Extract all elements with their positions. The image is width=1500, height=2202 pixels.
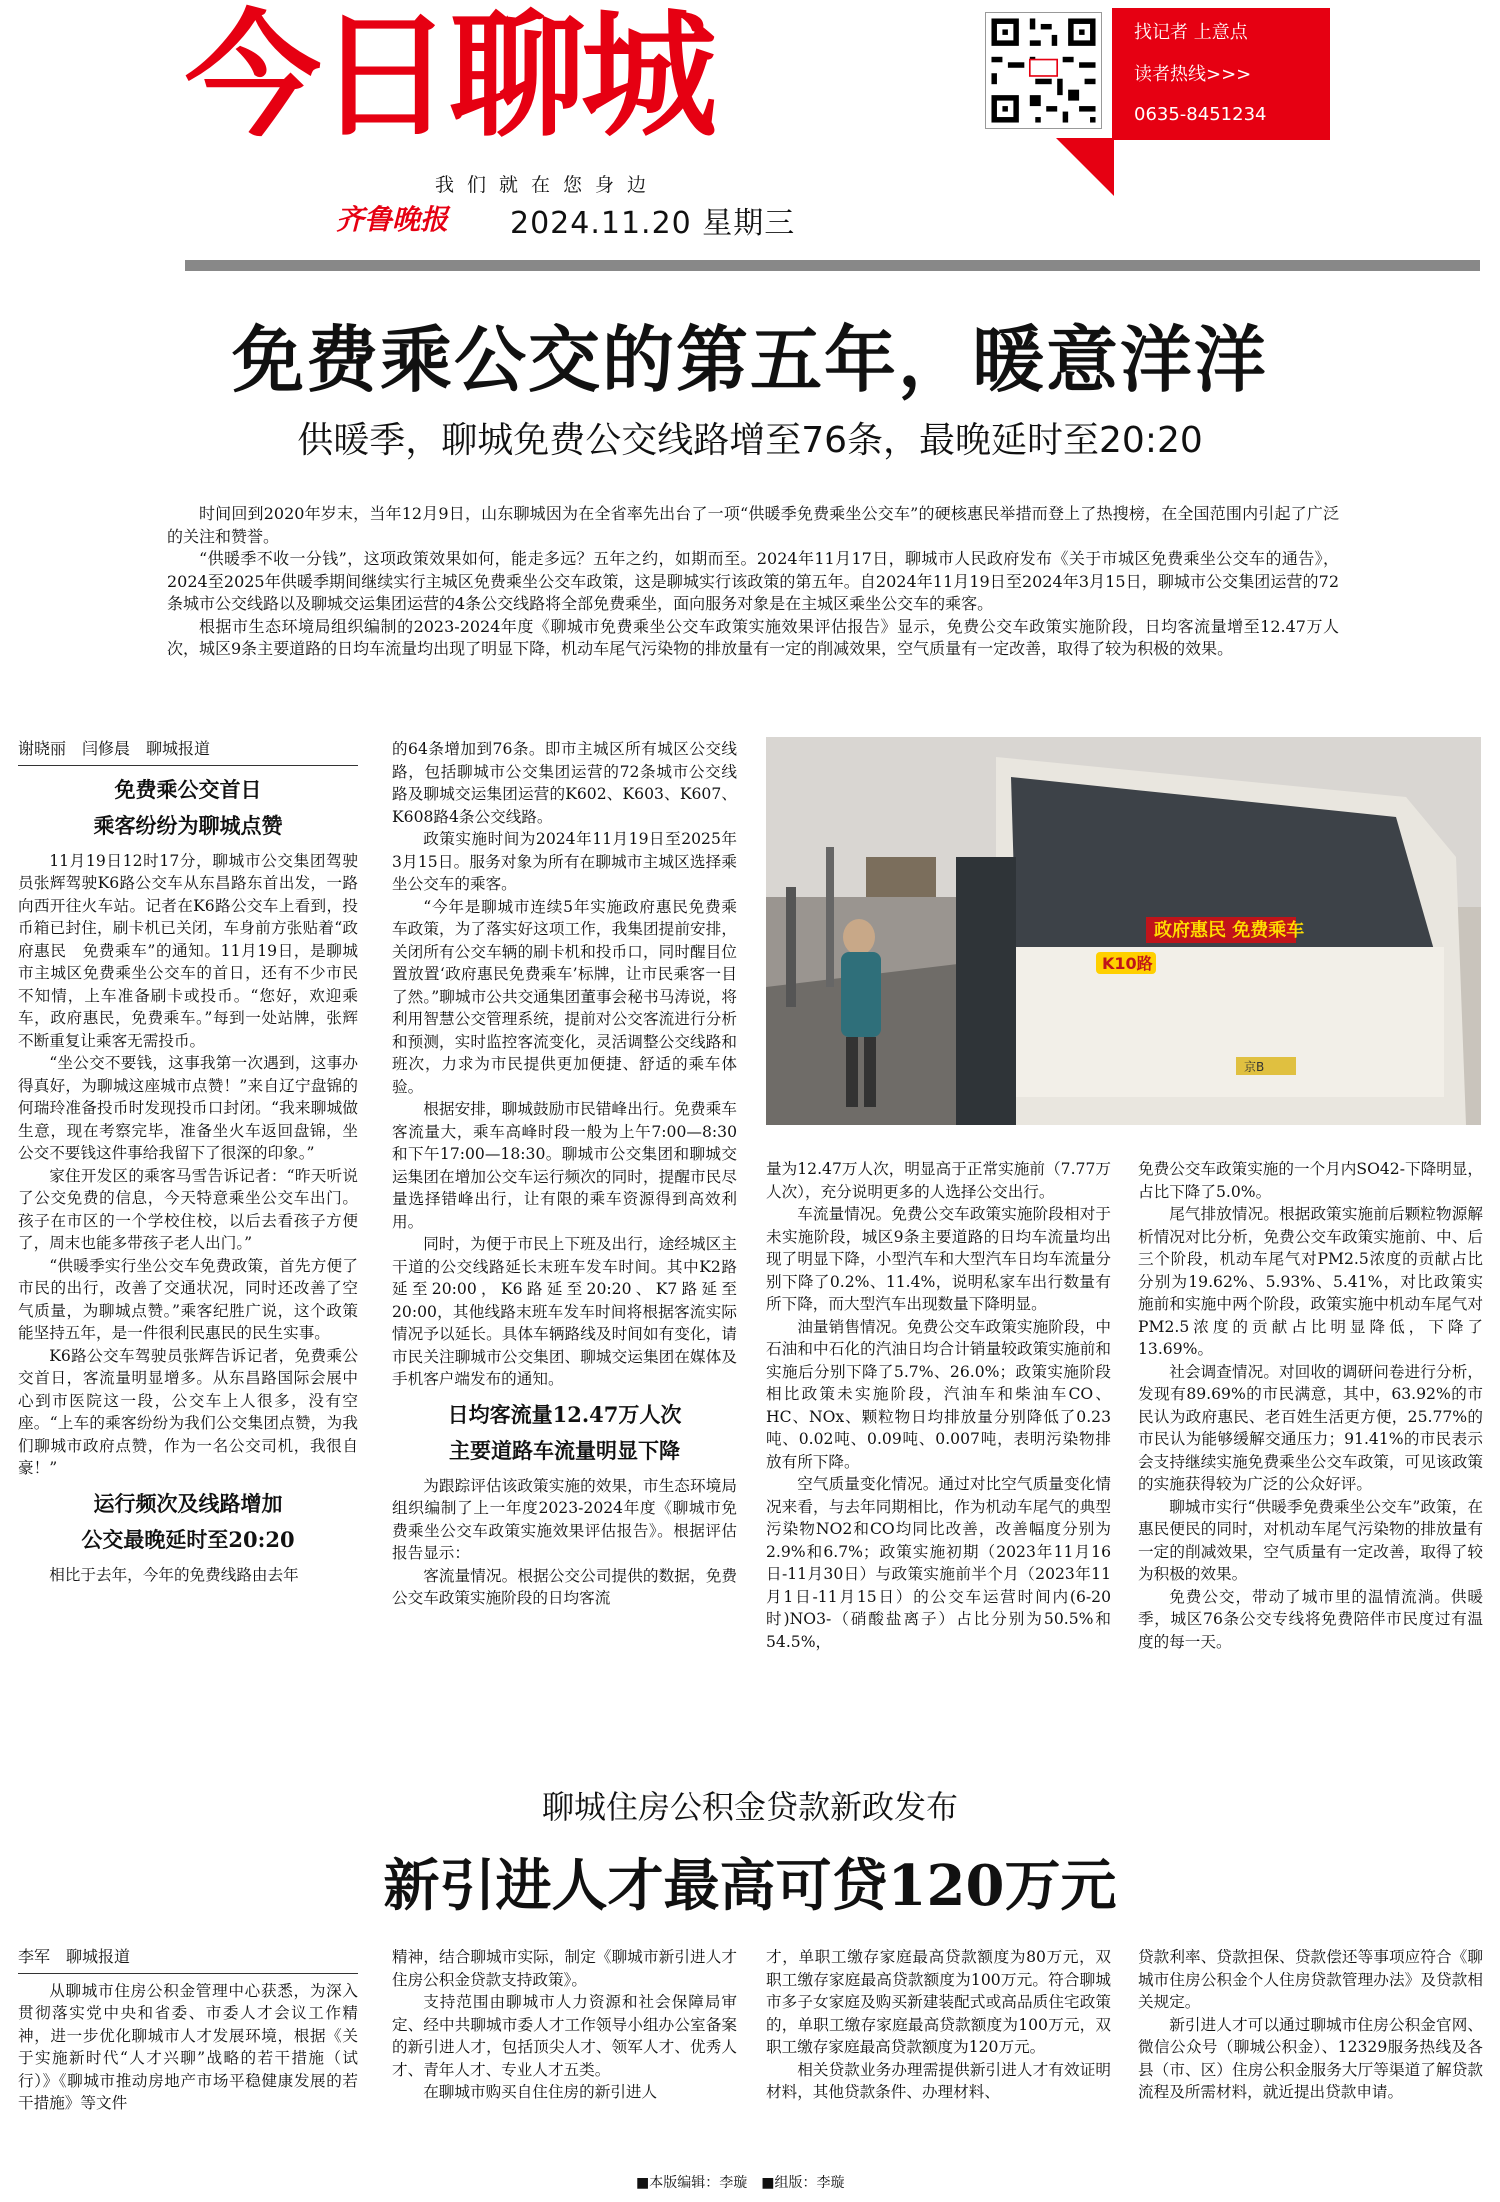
paper-logo: 齐鲁晚报 [336, 203, 449, 236]
body-paragraph: 量为12.47万人次，明显高于正常实施前（7.77万人次），充分说明更多的人选择公交出行。 [766, 1160, 1111, 1201]
article2-column-2 [392, 1946, 737, 2104]
body-paragraph: 根据安排，聊城鼓励市民错峰出行。免费乘车客流量大，乘车高峰时段一般为上午7:00—8:30和下午17:00—18:30。聊城市公交集团和聊城交运集团在增加公交车运行频次的同时，提醒市民尽量选择错峰出行，让有限的乘车资源得到高效利用。 [392, 1100, 737, 1231]
article2-column-1 [18, 1946, 358, 2115]
body-paragraph: 从聊城市住房公积金管理中心获悉，为深入贯彻落实党中央和省委、市委人才会议工作精神，进一步优化聊城市人才发展环境，根据《关于实施新时代“人才兴聊”战略的若干措施（试行）》《聊城市推动房地产市场平稳健康发展的若干措施》等文件 [18, 1981, 358, 2112]
issue-date: 2024.11.20 星期三 [510, 206, 796, 241]
body-paragraph: 空气质量变化情况。通过对比空气质量变化情况来看，与去年同期相比，作为机动车尾气的典型污染物NO2和CO均同比改善，改善幅度分别为2.9%和6.7%；政策实施初期（2023年11月16日-11月30日）与政策实施前半个月（2023年11月1日-11月15日）的公交车运营时间内(6-20时)NO3-（硝酸盐离子）占比分别为50.5%和54.5%， [766, 1475, 1111, 1651]
lead-paragraph: 根据市生态环境局组织编制的2023-2024年度《聊城市免费乘坐公交车政策实施效果评估报告》显示，免费公交车政策实施阶段，日均客流量增至12.47万人次，城区9条主要道路的日均车流量均出现了明显下降，机动车尾气污染物的排放量有一定的削减效果，空气质量有一定改善，取得了较为积极的效果。 [167, 616, 1339, 658]
body-paragraph: 为跟踪评估该政策实施的效果，市生态环境局组织编制了上一年度2023-2024年度《聊城市免费乘坐公交车政策实施效果评估报告》。根据评估报告显示： [392, 1476, 737, 1562]
editor-credits: ■本版编辑：李璇 ■组版：李璇 [636, 2175, 845, 2191]
section-subheading [18, 772, 358, 844]
body-paragraph: 精神，结合聊城市实际，制定《聊城市新引进人才住房公积金贷款支持政策》。 [392, 1948, 737, 1989]
masthead-title: 今日聊城 [185, 0, 713, 156]
body-paragraph: 政策实施时间为2024年11月19日至2025年3月15日。服务对象为所有在聊城市主城区选择乘坐公交车的乘客。 [392, 830, 737, 893]
body-paragraph: 新引进人才可以通过聊城市住房公积金官网、微信公众号（聊城公积金）、12329服务热线及各县（市、区）住房公积金服务大厅等渠道了解贷款流程及所需材料，就近提出贷款申请。 [1138, 2015, 1483, 2101]
article-column-3 [766, 1158, 1111, 1653]
subheading-line: 运行频次及线路增加 [93, 1490, 283, 1516]
reader-hotline-box [1112, 8, 1330, 140]
article2-column-4 [1138, 1946, 1483, 2104]
bus-photo [766, 737, 1481, 1125]
reporter-line: 找记者 上意点 [1134, 22, 1248, 43]
body-paragraph: 支持范围由聊城市人力资源和社会保障局审定、经中共聊城市委人才工作领导小组办公室备案的新引进人才，包括顶尖人才、领军人才、优秀人才、青年人才、专业人才五类。 [392, 1993, 737, 2079]
body-paragraph: 免费公交车政策实施的一个月内SO42-下降明显，占比下降了5.0%。 [1138, 1160, 1483, 1201]
body-paragraph: K6路公交车驾驶员张辉告诉记者，免费乘公交首日，客流量明显增多。从东昌路国际会展中心到市医院这一段，公交车上人很多，没有空座。“上车的乘客纷纷为我们公交集团点赞，为我们聊城市政府点赞，作为一名公交司机，我很自豪！” [18, 1346, 358, 1477]
body-paragraph: 11月19日12时17分，聊城市公交集团驾驶员张辉驾驶K6路公交车从东昌路东首出发，一路向西开往火车站。记者在K6路公交车上看到，投币箱已封住，刷卡机已关闭，车身前方张贴着“政府惠民 免费乘车”的通知。11月19日，是聊城市主城区免费乘坐公交车的首日，还有不少市民不知情，上车准备刷卡或投币。“您好，欢迎乘车，政府惠民，免费乘车。”每到一处站牌，张辉不断重复让乘客无需投币。 [18, 851, 358, 1050]
article-column-4 [1138, 1158, 1483, 1653]
section-subheading [18, 1486, 358, 1558]
section-subheading [392, 1397, 737, 1469]
body-paragraph: 贷款利率、贷款担保、贷款偿还等事项应符合《聊城市住房公积金个人住房贷款管理办法》及贷款相关规定。 [1138, 1948, 1483, 2011]
byline: 李军 聊城报道 [18, 1946, 358, 1974]
article-lead [167, 503, 1339, 661]
body-paragraph: 在聊城市购买自住住房的新引进人 [423, 2083, 658, 2101]
body-paragraph: 相关贷款业务办理需提供新引进人才有效证明材料，其他贷款条件、办理材料、 [766, 2060, 1111, 2101]
body-paragraph: 同时，为便于市民上下班及出行，途经城区主干道的公交线路延长末班车发车时间。其中K2路延至20:00，K6路延至20:20、K7路延至20:00，其他线路末班车发车时间将根据客流实际情况予以延长。具体车辆路线及时间如有变化，请市民关注聊城市公交集团、聊城交运集团在媒体及手机客户端发布的通知。 [392, 1235, 737, 1388]
body-paragraph: 油量销售情况。免费公交车政策实施阶段，中石油和中石化的汽油日均合计销量较政策实施前和实施后分别下降了5.7%、26.0%；政策实施阶段相比政策未实施阶段，汽油车和柴油车CO、HC、NOx、颗粒物日均排放量分别降低了0.23吨、0.02吨、0.09吨、0.007吨，表明污染物排放有所下降。 [766, 1317, 1111, 1471]
lead-paragraph: 时间回到2020年岁末，当年12月9日，山东聊城因为在全省率先出台了一项“供暖季免费乘坐公交车”的硬核惠民举措而登上了热搜榜，在全国范围内引起了广泛的关注和赞誉。 [167, 504, 1339, 546]
body-paragraph: “今年是聊城市连续5年实施政府惠民免费乘车政策，为了落实好这项工作，我集团提前安排，关闭所有公交车辆的刷卡机和投币口，同时醒目位置放置‘政府惠民免费乘车’标牌，让市民乘客一目了然。”聊城市公共交通集团董事会秘书马涛说，将利用智慧公交管理系统，提前对公交客流进行分析和预测，实时监控客流变化，灵活调整公交线路和班次，力求为市民提供更加便捷、舒适的乘车体验。 [392, 897, 737, 1096]
body-paragraph: 相比于去年，今年的免费线路由去年 [49, 1565, 299, 1584]
article-subheadline: 供暖季，聊城免费公交线路增至76条，最晚延时至20:20 [297, 420, 1203, 461]
subheading-line: 主要道路车流量明显下降 [449, 1437, 680, 1463]
subheading-line: 免费乘公交首日 [114, 776, 262, 802]
body-paragraph: 聊城市实行“供暖季免费乘坐公交车”政策，在惠民便民的同时，对机动车尾气污染物的排放量有一定的削减效果，空气质量有一定改善，取得了较为积极的效果。 [1138, 1497, 1483, 1583]
article-column-2 [392, 738, 737, 1610]
article2-headline: 新引进人才最高可贷120万元 [383, 1853, 1117, 1919]
body-paragraph: 家住开发区的乘客马雪告诉记者：“昨天听说了公交免费的信息，今天特意乘坐公交车出门。孩子在市区的一个学校住校，以后去看孩子方便了，周末也能多带孩子老人出门。” [18, 1166, 358, 1252]
article-headline: 免费乘公交的第五年，暖意洋洋 [231, 317, 1268, 402]
qr-code-icon [985, 12, 1102, 129]
subheading-line: 日均客流量12.47万人次 [447, 1401, 682, 1427]
subheading-line: 乘客纷纷为聊城点赞 [93, 812, 283, 838]
article-column-1 [18, 738, 358, 1586]
article2-title: 聊城住房公积金贷款新政发布 [541, 1788, 958, 1826]
body-paragraph: 客流量情况。根据公交公司提供的数据，免费公交车政策实施阶段的日均客流 [392, 1566, 737, 1607]
hotline-number: 0635-8451234 [1134, 104, 1267, 125]
body-paragraph: 车流量情况。免费公交车政策实施阶段相对于未实施阶段，城区9条主要道路的日均车流量均出现了明显下降，小型汽车和大型汽车日均车流量分别下降了0.2%、11.4%，说明私家车出行数量有所下降，而大型汽车出现数量下降明显。 [766, 1205, 1111, 1313]
body-paragraph: 免费公交，带动了城市里的温情流淌。供暖季，城区76条公交专线将免费陪伴市民度过有温度的每一天。 [1138, 1587, 1483, 1651]
body-paragraph: 社会调查情况。对回收的调研问卷进行分析，发现有89.69%的市民满意，其中，63.92%的市民认为政府惠民、老百姓生活更方便，25.77%的市民认为能够缓解交通压力；91.41%的市民表示会支持继续实施免费乘坐公交车政策，可见该政策的实施获得较为广泛的公众好评。 [1138, 1362, 1483, 1493]
byline: 谢晓丽 闫修晨 聊城报道 [18, 738, 358, 766]
route-sign: K10路 [1102, 954, 1153, 973]
bus-sign: 政府惠民 免费乘车 [1154, 920, 1305, 941]
article2-column-3 [766, 1946, 1111, 2104]
body-paragraph: 尾气排放情况。根据政策实施前后颗粒物源解析情况对比分析，免费公交车政策实施前、中、后三个阶段，机动车尾气对PM2.5浓度的贡献占比分别为19.62%、5.93%、5.41%，对比政策实施前和实施中两个阶段，政策实施中机动车尾气对PM2.5浓度的贡献占比明显降低，下降了13.69%。 [1138, 1205, 1483, 1358]
body-paragraph: 的64条增加到76条。即市主城区所有城区公交线路，包括聊城市公交集团运营的72条城市公交线路及聊城交运集团运营的K602、K603、K607、K608路4条公交线路。 [392, 740, 737, 826]
subheading-line: 公交最晚延时至20:20 [81, 1526, 295, 1552]
hotline-label: 读者热线>>> [1134, 64, 1252, 85]
masthead-divider [185, 260, 1480, 271]
body-paragraph: 才，单职工缴存家庭最高贷款额度为80万元，双职工缴存家庭最高贷款额度为100万元。符合聊城市多子女家庭及购买新建装配式或高品质住宅政策的，单职工缴存家庭最高贷款额度为100万元，双职工缴存家庭最高贷款额度为120万元。 [766, 1948, 1111, 2056]
slogan: 我们就在您身边 [435, 174, 660, 196]
body-paragraph: “坐公交不要钱，这事我第一次遇到，这事办得真好，为聊城这座城市点赞！”来自辽宁盘锦的何瑞玲准备投币时发现投币口封闭。“我来聊城做生意，现在考察完毕，准备坐火车返回盘锦，坐公交不要钱这件事给我留下了很深的印象。” [18, 1054, 358, 1162]
lead-paragraph: “供暖季不收一分钱”，这项政策效果如何，能走多远？五年之约，如期而至。2024年11月17日，聊城市人民政府发布《关于市城区免费乘坐公交车的通告》，2024至2025年供暖季期间继续实行主城区免费乘坐公交车政策，这是聊城实行该政策的第五年。自2024年11月19日至2024年3月15日，聊城市公交集团运营的72条城市公交线路以及聊城交运集团运营的4条公交线路将全部免费乘坐，面向服务对象是在主城区乘坐公交车的乘客。 [167, 549, 1339, 613]
body-paragraph: “供暖季实行坐公交车免费政策，首先方便了市民的出行，改善了交通状况，同时还改善了空气质量，为聊城点赞。”乘客纪胜广说，这个政策能坚持五年，是一件很利民惠民的民生实事。 [18, 1256, 358, 1342]
license-plate: 京B [1244, 1060, 1265, 1074]
